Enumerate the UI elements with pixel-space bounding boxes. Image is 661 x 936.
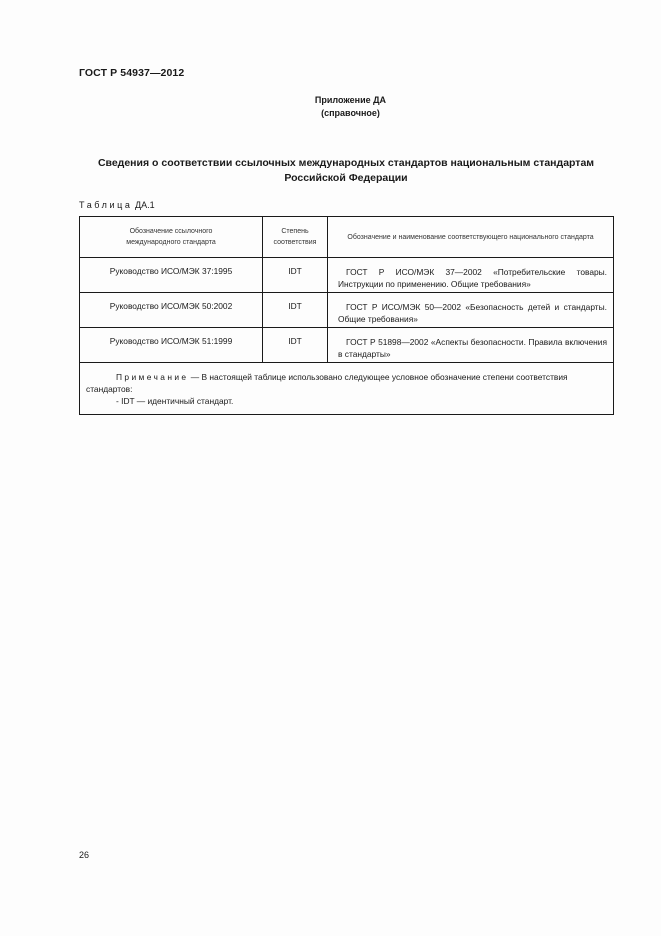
- table-note: [80, 363, 614, 415]
- note-item: - IDT — идентичный стандарт.: [116, 396, 234, 406]
- cell-intl: Руководство ИСО/МЭК 50:2002: [80, 293, 263, 328]
- appendix-title: Приложение ДА: [314, 95, 387, 105]
- cell-degree: IDT: [263, 258, 328, 293]
- section-title: [79, 156, 613, 186]
- table-note-row: [80, 363, 614, 415]
- table-row: [80, 258, 614, 293]
- cell-degree: IDT: [263, 328, 328, 363]
- appendix-subtitle: (справочное): [321, 108, 380, 118]
- table-header-row: [80, 217, 614, 258]
- table-caption-id: ДА.1: [135, 200, 155, 210]
- note-body: — В настоящей таблице использовано следующее условное обозначение степени соответствия стандартов:: [86, 372, 568, 394]
- table-caption: [79, 200, 155, 210]
- cell-national: ГОСТ Р ИСО/МЭК 50—2002 «Безопасность детей и стандарты. Общие требования»: [328, 293, 614, 328]
- correspondence-table: [79, 216, 614, 415]
- cell-intl: Руководство ИСО/МЭК 51:1999: [80, 328, 263, 363]
- table-caption-prefix: Таблица: [79, 200, 133, 210]
- column-header-intl: Обозначение ссылочного международного стандарта: [80, 217, 263, 258]
- note-text: [86, 371, 605, 395]
- cell-national: ГОСТ Р ИСО/МЭК 37—2002 «Потребительские товары. Инструкции по применению. Общие требования»: [328, 258, 614, 293]
- document-code: ГОСТ Р 54937—2012: [79, 67, 185, 79]
- page-number: 26: [79, 850, 90, 860]
- cell-national: ГОСТ Р 51898—2002 «Аспекты безопасности. Правила включения в стандарты»: [328, 328, 614, 363]
- cell-degree: IDT: [263, 293, 328, 328]
- section-title-line2: Российской Федерации: [284, 172, 408, 184]
- cell-intl: Руководство ИСО/МЭК 37:1995: [80, 258, 263, 293]
- column-header-degree: Степень соответствия: [263, 217, 328, 258]
- note-label: Примечание: [116, 372, 189, 382]
- table-row: [80, 328, 614, 363]
- section-title-line1: Сведения о соответствии ссылочных международных стандартов национальным стандартам: [97, 157, 595, 169]
- table-row: [80, 293, 614, 328]
- column-header-national: Обозначение и наименование соответствующего национального стандарта: [328, 217, 614, 258]
